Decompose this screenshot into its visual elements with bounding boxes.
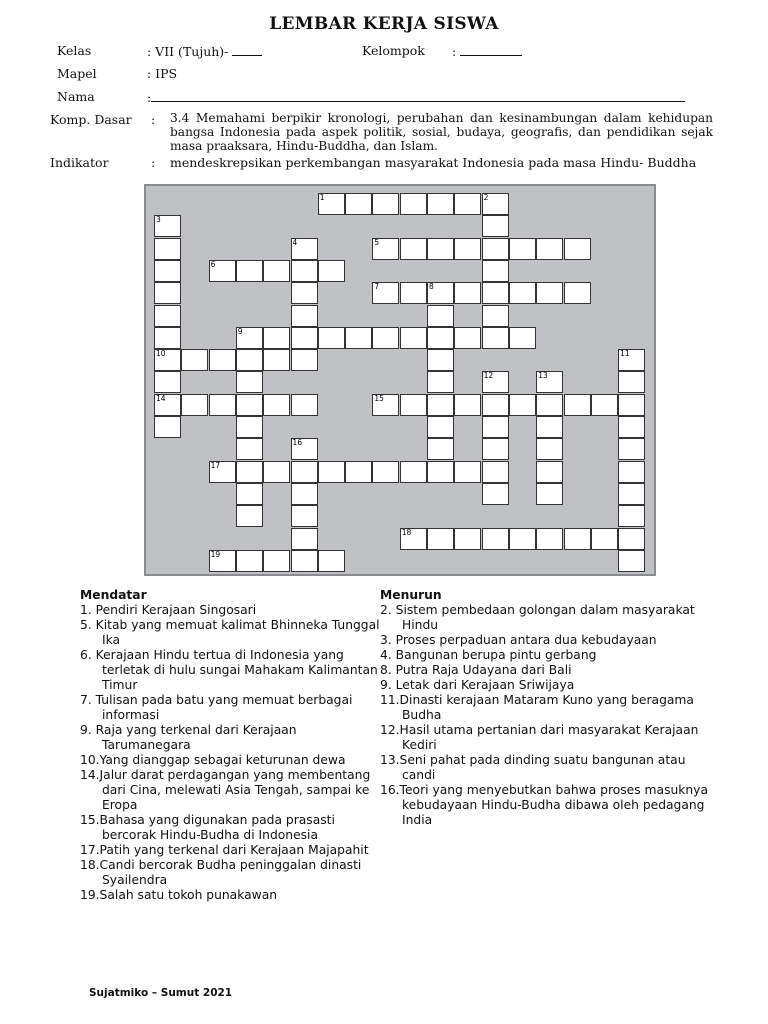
crossword-cell[interactable]: [564, 394, 591, 416]
crossword-cell[interactable]: [400, 394, 427, 416]
crossword-cell[interactable]: [564, 528, 591, 550]
crossword-cell[interactable]: [291, 349, 318, 371]
down-clue: 8. Putra Raja Udayana dari Bali: [380, 663, 572, 677]
crossword-cell[interactable]: [400, 238, 427, 260]
crossword-cell[interactable]: [591, 394, 618, 416]
clue-number-8: 8: [429, 282, 434, 292]
crossword-cell[interactable]: [482, 238, 509, 260]
crossword-cell[interactable]: [236, 550, 263, 572]
crossword-cell[interactable]: [236, 349, 263, 371]
across-clue: 18.Candi bercorak Budha peninggalan dinasti Syailendra: [80, 858, 362, 887]
crossword-cell[interactable]: [236, 505, 263, 527]
clue-number-2: 2: [483, 193, 489, 202]
nama-field[interactable]: [147, 89, 685, 105]
crossword-cell[interactable]: [318, 327, 345, 349]
crossword-cell[interactable]: [345, 461, 372, 483]
crossword-cell[interactable]: [482, 260, 509, 282]
crossword-cell[interactable]: [236, 416, 263, 438]
crossword-cell[interactable]: [618, 371, 645, 393]
kelompok-label: Kelompok: [362, 43, 425, 58]
clue-number-4: 4: [292, 237, 298, 247]
crossword-cell[interactable]: [618, 394, 645, 416]
crossword-cell[interactable]: [291, 327, 318, 349]
crossword-cell[interactable]: [154, 238, 181, 260]
kd-text: 3.4 Memahami berpikir kronologi, perubahan dan kesinambungan dalam kehidupan bangsa Indonesia pada aspek politik, sosial, budaya, geografis, dan pendidikan sejak masa praaksara, Hindu-Buddha, dan Islam.: [170, 111, 713, 153]
crossword-cell[interactable]: [509, 282, 536, 304]
crossword-cell[interactable]: [618, 416, 645, 438]
across-clue: 10.Yang dianggap sebagai keturunan dewa: [80, 753, 346, 767]
clue-number-10: 10: [156, 349, 166, 359]
crossword-cell[interactable]: [618, 550, 645, 572]
crossword-cell[interactable]: [263, 550, 290, 572]
nama-value: :: [147, 90, 152, 105]
crossword-board: [144, 184, 656, 576]
across-clue: 6. Kerajaan Hindu tertua di Indonesia yang terletak di hulu sungai Mahakam Kalimantan Timur: [80, 648, 378, 692]
kelompok-blank[interactable]: [460, 43, 522, 56]
clue-number-3: 3: [156, 215, 161, 225]
crossword-cell[interactable]: [509, 327, 536, 349]
crossword-cell[interactable]: [209, 349, 236, 371]
down-clue: 12.Hasil utama pertanian dari masyarakat Kerajaan Kediri: [380, 723, 699, 752]
crossword-cell[interactable]: [263, 260, 290, 282]
clue-number-14: 14: [156, 393, 166, 403]
crossword-cell[interactable]: [291, 260, 318, 282]
crossword-cell[interactable]: [427, 349, 454, 371]
crossword-cell[interactable]: [291, 505, 318, 527]
crossword-cell[interactable]: [236, 260, 263, 282]
crossword-cell[interactable]: [291, 394, 318, 416]
down-clue: 13.Seni pahat pada dinding suatu bangunan atau candi: [380, 753, 686, 782]
crossword-cell[interactable]: [509, 394, 536, 416]
crossword-cell[interactable]: [154, 305, 181, 327]
crossword-cell[interactable]: [291, 305, 318, 327]
crossword-cell[interactable]: [536, 461, 563, 483]
across-clue: 5. Kitab yang memuat kalimat Bhinneka Tunggal Ika: [80, 618, 380, 647]
clue-number-15: 15: [374, 393, 384, 403]
kd-label: Komp. Dasar: [50, 112, 132, 127]
across-list: [80, 603, 380, 903]
across-clue: 1. Pendiri Kerajaan Singosari: [80, 603, 257, 617]
indikator-text: mendeskrepsikan perkembangan masyarakat Indonesia pada masa Hindu- Buddha: [170, 155, 697, 170]
clue-number-1: 1: [319, 193, 325, 202]
crossword-cell[interactable]: [291, 550, 318, 572]
crossword-cell[interactable]: [236, 371, 263, 393]
crossword-cell[interactable]: [427, 305, 454, 327]
crossword-cell[interactable]: [209, 394, 236, 416]
clue-number-19: 19: [210, 549, 221, 559]
crossword-cell[interactable]: [263, 461, 290, 483]
crossword-cell[interactable]: [536, 394, 563, 416]
crossword-cell[interactable]: [263, 349, 290, 371]
crossword-cell[interactable]: [536, 282, 563, 304]
across-clue: 7. Tulisan pada batu yang memuat berbagai informasi: [80, 693, 353, 722]
crossword-cell[interactable]: [618, 483, 645, 505]
crossword-cell[interactable]: [509, 238, 536, 260]
crossword-cell[interactable]: [236, 483, 263, 505]
kelas-field[interactable]: [147, 43, 262, 59]
crossword-cell[interactable]: [618, 438, 645, 460]
down-clue: 4. Bangunan berupa pintu gerbang: [380, 648, 597, 662]
crossword-cell[interactable]: [564, 282, 591, 304]
down-clue: 9. Letak dari Kerajaan Sriwijaya: [380, 678, 575, 692]
crossword-cell[interactable]: [618, 528, 645, 550]
crossword-cell[interactable]: [427, 461, 454, 483]
clue-number-18: 18: [401, 527, 412, 537]
crossword-cell[interactable]: [509, 528, 536, 550]
nama-blank[interactable]: [151, 89, 685, 102]
crossword-cell[interactable]: [454, 528, 481, 550]
crossword-cell[interactable]: [400, 327, 427, 349]
crossword-cell[interactable]: [482, 327, 509, 349]
crossword-cell[interactable]: [482, 528, 509, 550]
crossword-cell[interactable]: [482, 438, 509, 460]
crossword-cell[interactable]: [427, 416, 454, 438]
crossword-cell[interactable]: [263, 394, 290, 416]
clue-number-12: 12: [483, 371, 494, 381]
crossword-cell[interactable]: [454, 238, 481, 260]
down-list: [380, 603, 720, 828]
nama-label: Nama: [57, 89, 95, 104]
crossword-cell[interactable]: [427, 438, 454, 460]
crossword-cell[interactable]: [536, 416, 563, 438]
footer-credit: Sujatmiko – Sumut 2021: [89, 987, 233, 999]
crossword-cell[interactable]: [372, 193, 399, 215]
crossword-cell[interactable]: [482, 394, 509, 416]
crossword-cell[interactable]: [154, 282, 181, 304]
crossword-cell[interactable]: [345, 193, 372, 215]
kelas-label: Kelas: [57, 43, 92, 58]
across-clue: 9. Raja yang terkenal dari Kerajaan Tarumanegara: [80, 723, 297, 752]
worksheet-title: LEMBAR KERJA SISWA: [269, 14, 499, 34]
down-clue: 2. Sistem pembedaan golongan dalam masyarakat Hindu: [380, 603, 695, 632]
kd-colon: :: [151, 112, 156, 127]
clue-number-6: 6: [210, 259, 216, 269]
crossword-cell[interactable]: [291, 461, 318, 483]
crossword-cell[interactable]: [236, 461, 263, 483]
kelas-blank[interactable]: [232, 43, 262, 56]
crossword-cell[interactable]: [454, 461, 481, 483]
mapel-value: : IPS: [147, 66, 178, 81]
crossword-cell[interactable]: [618, 461, 645, 483]
down-heading: Menurun: [380, 588, 442, 602]
kelompok-field[interactable]: [452, 43, 522, 59]
crossword-cell[interactable]: [291, 282, 318, 304]
crossword-cell[interactable]: [345, 327, 372, 349]
crossword-cell[interactable]: [154, 327, 181, 349]
crossword-cell[interactable]: [427, 394, 454, 416]
crossword-cell[interactable]: [482, 215, 509, 237]
clue-number-7: 7: [374, 282, 380, 292]
across-clue: 15.Bahasa yang digunakan pada prasasti bercorak Hindu-Budha di Indonesia: [80, 813, 335, 842]
across-clues: [80, 588, 380, 903]
kelas-value: : VII (Tujuh)-: [147, 44, 229, 59]
crossword-cell[interactable]: [181, 394, 208, 416]
across-clue: 17.Patih yang terkenal dari Kerajaan Majapahit: [80, 843, 369, 857]
crossword-cell[interactable]: [318, 260, 345, 282]
crossword-cell[interactable]: [400, 461, 427, 483]
indikator-colon: :: [151, 155, 156, 170]
crossword-cell[interactable]: [236, 394, 263, 416]
clue-number-16: 16: [292, 438, 303, 448]
crossword-cell[interactable]: [181, 349, 208, 371]
clue-number-13: 13: [538, 371, 548, 381]
mapel-label: Mapel: [57, 66, 97, 81]
crossword-cell[interactable]: [263, 327, 290, 349]
crossword-cell[interactable]: [536, 528, 563, 550]
crossword-cell[interactable]: [427, 327, 454, 349]
crossword-cell[interactable]: [154, 260, 181, 282]
clue-number-11: 11: [620, 349, 630, 359]
clue-number-5: 5: [374, 237, 380, 247]
across-clue: 14.Jalur darat perdagangan yang membentang dari Cina, melewati Asia Tengah, sampai ke Eropa: [80, 768, 371, 812]
crossword-cell[interactable]: [536, 238, 563, 260]
crossword-cell[interactable]: [154, 416, 181, 438]
crossword-cell[interactable]: [564, 238, 591, 260]
crossword-cell[interactable]: [427, 193, 454, 215]
crossword-cell[interactable]: [482, 305, 509, 327]
down-clue: 16.Teori yang menyebutkan bahwa proses masuknya kebudayaan Hindu-Budha dibawa oleh pedagang India: [380, 783, 708, 827]
crossword-cell[interactable]: [154, 371, 181, 393]
crossword-cell[interactable]: [427, 371, 454, 393]
crossword-cell[interactable]: [591, 528, 618, 550]
crossword-cell[interactable]: [482, 461, 509, 483]
crossword-cell[interactable]: [400, 282, 427, 304]
clue-number-17: 17: [210, 460, 221, 470]
crossword-cell[interactable]: [618, 505, 645, 527]
down-clues: [380, 588, 720, 828]
down-clue: 11.Dinasti kerajaan Mataram Kuno yang beragama Budha: [380, 693, 694, 722]
crossword-cell[interactable]: [454, 282, 481, 304]
across-heading: Mendatar: [80, 588, 147, 602]
down-clue: 3. Proses perpaduan antara dua kebudayaan: [380, 633, 657, 647]
indikator-label: Indikator: [50, 155, 109, 170]
crossword-cell[interactable]: [427, 528, 454, 550]
crossword-cell[interactable]: [454, 327, 481, 349]
crossword-cell[interactable]: [454, 193, 481, 215]
crossword-cell[interactable]: [536, 438, 563, 460]
crossword-cell[interactable]: [291, 483, 318, 505]
crossword-cell[interactable]: [291, 528, 318, 550]
across-clue: 19.Salah satu tokoh punakawan: [80, 888, 278, 902]
crossword-cell[interactable]: [482, 282, 509, 304]
crossword-cell[interactable]: [427, 238, 454, 260]
crossword-cell[interactable]: [372, 461, 399, 483]
crossword-cell[interactable]: [400, 193, 427, 215]
crossword-cell[interactable]: [318, 461, 345, 483]
crossword-cell[interactable]: [536, 483, 563, 505]
crossword-cell[interactable]: [236, 438, 263, 460]
crossword-cell[interactable]: [372, 327, 399, 349]
clue-number-9: 9: [237, 326, 243, 336]
kelompok-value: :: [452, 44, 457, 59]
crossword-cell[interactable]: [454, 394, 481, 416]
crossword-cell[interactable]: [482, 416, 509, 438]
crossword-cell[interactable]: [482, 483, 509, 505]
crossword-cell[interactable]: [318, 550, 345, 572]
